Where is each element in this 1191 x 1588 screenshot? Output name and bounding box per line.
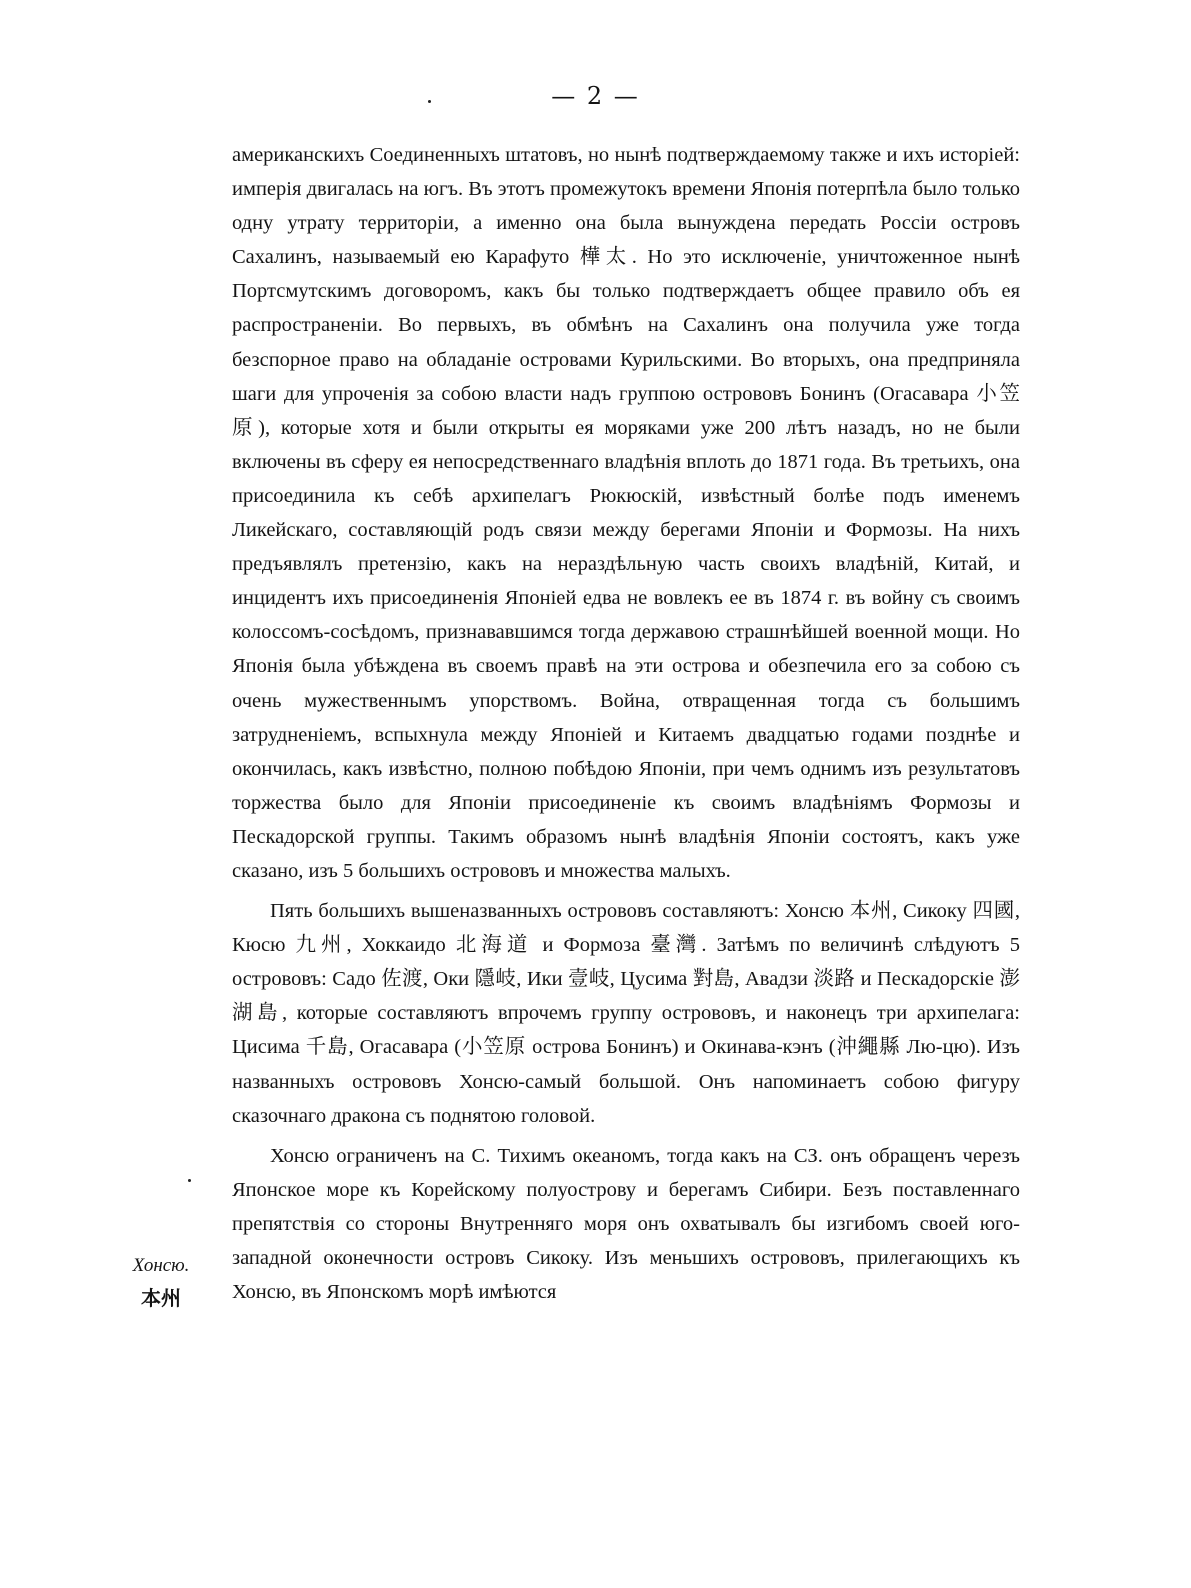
scan-speck [188,1179,191,1182]
paragraph-honshu: Хонсю ограниченъ на С. Тихимъ океаномъ, тогда какъ на СЗ. онъ обращенъ черезъ Японское море къ Корейскому полуострову и берегамъ Сибири. Безъ поставленнаго препятствія со стороны Внутренняго моря онъ охватывалъ бы изгибомъ своей юго-западной оконечности островъ Сикоку. Изъ меньшихъ острововъ, прилегающихъ къ Хонсю, въ Японскомъ морѣ имѣются [232,1144,1020,1304]
paragraph-continuation: американскихъ Соединенныхъ штатовъ, но нынѣ подтверждаемому также и ихъ исторіей: имперія двигалась на югъ. Въ этотъ промежутокъ времени Японія потерпѣла было только одну утрату территоріи, а именно она была вынуждена передать Россіи островъ Сахалинъ, называемый ею Карафуто 樺太. Но это исключеніе, уничтоженное нынѣ Портсмутскимъ договоромъ, какъ бы только подтверждаетъ общее правило объ ея распространеніи. Во первыхъ, въ обмѣнъ на Сахалинъ она получила уже тогда безспорное право на обладаніе островами Курильскими. Во вторыхъ, она предприняла шаги для упроченія за собою власти надъ группою острововъ Бонинъ (Огасавара 小笠原), которые хотя и были открыты ея моряками уже 200 лѣтъ назадъ, но не были включены въ сферу ея непосредственнаго владѣнія вплоть до 1871 года. Въ третьихъ, она присоединила къ себѣ архипелагъ Рюкюскій, извѣстный болѣе подъ именемъ Ликейскаго, составляющій родъ связи между берегами Японіи и Формозы. На нихъ предъявлялъ претензію, какъ на нераздѣльную часть своихъ владѣній, Китай, и инцидентъ ихъ присоединенія Японіей едва не вовлекъ ее въ 1874 г. въ войну съ своимъ колоссомъ-сосѣдомъ, признававшимся тогда державою страшнѣйшей военной мощи. Но Японія была убѣждена въ своемъ правѣ на эти острова и обезпечила его за собою съ очень мужественнымъ упорствомъ. Война, отвращенная тогда съ большимъ затрудненіемъ, вспыхнула между Японіей и Китаемъ двадцатью годами позднѣе и окончилась, какъ извѣстно, полною побѣдою Японіи, при чемъ однимъ изъ результатовъ торжества было для Японіи присоединеніе къ своимъ владѣніямъ Формозы и Пескадорской группы. Такимъ образомъ нынѣ владѣнія Японіи состоятъ, какъ уже сказано, изъ 5 большихъ острововъ и множества малыхъ. [232,144,1020,882]
scan-speck [428,100,431,103]
paragraph-islands: Пять большихъ вышеназванныхъ острововъ составляютъ: Хонсю 本州, Сикоку 四國, Кюсю 九州, Хоккаидо 北海道 и Формоза 臺灣. Затѣмъ по величинѣ слѣдуютъ 5 острововъ: Садо 佐渡, Оки 隱岐, Ики 壹岐, Цусима 對島, Авадзи 淡路 и Пескадорскіе 澎湖島, которые составляютъ впрочемъ группу острововъ, и наконецъ три архипелага: Цисима 千島, Огасавара (小笠原 острова Бонинъ) и Окинава-кэнъ (沖繩縣 Лю-цю). Изъ названныхъ острововъ Хонсю-самый большой. Онъ напоминаетъ собою фигуру сказочнаго дракона съ поднятою головой. [232,900,1020,1127]
main-text-column [232,138,1020,1315]
margin-note [118,1250,204,1314]
margin-note-kanji: 本州 [141,1286,181,1310]
page-number: — 2 — [551,82,640,110]
margin-note-label: Хонсю. [132,1255,190,1276]
